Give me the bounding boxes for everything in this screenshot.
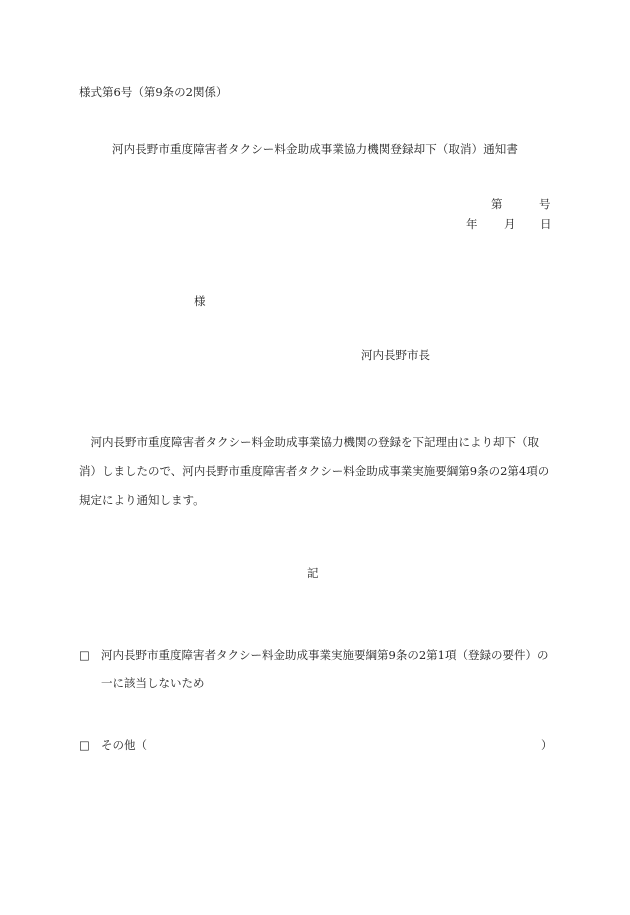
reason-1-continuation: 一に該当しないため [101, 676, 205, 690]
reason-2-text: その他（ [101, 738, 147, 752]
reason-item-1 [79, 647, 548, 663]
date-month: 月 [504, 217, 516, 231]
checkbox-icon: □ [79, 738, 90, 752]
body-line-1: 河内長野市重度障害者タクシー料金助成事業協力機関の登録を下記理由により却下（取 [79, 435, 539, 449]
document-title: 河内長野市重度障害者タクシー料金助成事業協力機関登録却下（取消）通知書 [112, 142, 518, 156]
document-number-suffix: 号 [539, 197, 551, 211]
reason-2-close-paren: ） [541, 738, 553, 752]
document-number-prefix: 第 [491, 197, 503, 211]
reason-item-2 [79, 737, 147, 753]
addressee: 様 [194, 294, 206, 308]
body-line-3: 規定により通知します。 [79, 493, 205, 507]
sender-name: 河内長野市長 [361, 348, 430, 362]
date-day: 日 [540, 217, 552, 231]
checkbox-icon: □ [79, 648, 90, 662]
notice-body [79, 428, 557, 515]
body-line-2: 消）しましたので、河内長野市重度障害者タクシー料金助成事業実施要綱第9条の2第4項の [79, 464, 550, 478]
ki-heading: 記 [307, 566, 319, 580]
reason-1-text: 河内長野市重度障害者タクシー料金助成事業実施要綱第9条の2第1項（登録の要件）の [101, 648, 549, 662]
form-number: 様式第6号（第9条の2関係） [79, 85, 228, 99]
date-year: 年 [466, 217, 478, 231]
